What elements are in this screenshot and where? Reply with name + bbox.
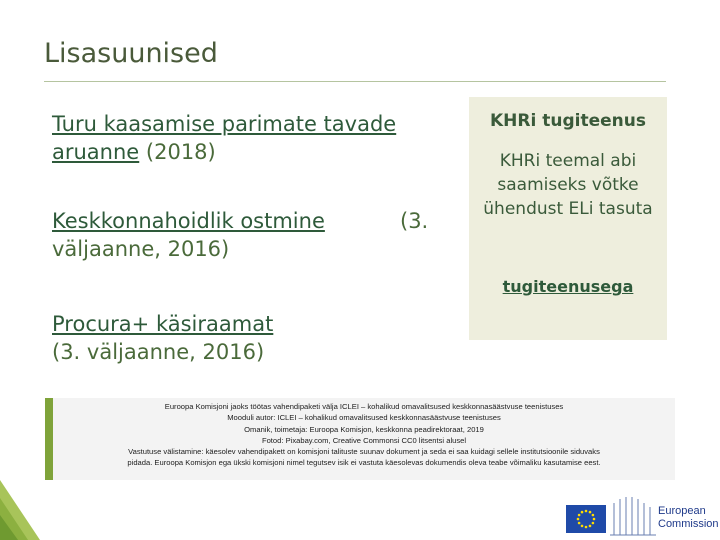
buying-green-link[interactable]: Keskkonnahoidlik ostmine	[52, 209, 325, 233]
ec-logo-text	[658, 505, 719, 531]
helpdesk-link[interactable]: tugiteenusega	[502, 277, 634, 296]
disclaimer-line: Euroopa Komisjoni jaoks töötas vahendipaketi välja ICLEI – kohalikud omavalitsused keskkonnasäästvuse teenistuses	[164, 402, 564, 411]
procura-edition: (3. väljaanne, 2016)	[52, 340, 265, 364]
buying-green-edition: väljaanne, 2016)	[52, 237, 230, 261]
disclaimer-line: Mooduli autor: ICLEI – kohalikud omavalitsused keskkonnasäästvuse teenistuses	[227, 413, 501, 423]
disclaimer-line: pidada. Euroopa Komisjon ega ükski komisjoni nimel tegutsev isik ei vastuta käesolevas dokumendis oleva teabe võimaliku kasutamise eest.	[127, 458, 601, 468]
corner-decoration	[0, 470, 60, 540]
european-commission-logo	[566, 495, 719, 537]
ec-logo-line1: European	[658, 505, 706, 517]
resource-item-market-engagement	[52, 110, 442, 166]
slide-title: Lisasuunised	[44, 38, 218, 69]
disclaimer-panel	[45, 398, 675, 480]
eu-flag-icon	[566, 505, 606, 533]
procura-manual-link[interactable]: Procura+ käsiraamat	[52, 312, 274, 336]
title-divider	[44, 81, 666, 82]
disclaimer-line: Fotod: Pixabay.com, Creative Commonsi CC0 litsentsi alusel	[261, 435, 467, 445]
market-engagement-year: (2018)	[139, 140, 216, 164]
resource-item-procura	[52, 310, 352, 366]
ec-logo-line2: Commission	[658, 518, 719, 530]
buying-green-edition-prefix: (3.	[400, 209, 429, 233]
disclaimer-line: Omanik, toimetaja: Euroopa Komisjon, keskkonna peadirektoraat, 2019	[244, 424, 484, 434]
disclaimer-line: Vastutuse välistamine: käesolev vahendipakett on komisjoni talituste suunav dokument ja seda ei saa kuidagi sellele institutsioonile siduvaks	[128, 447, 600, 457]
khr-helpdesk-box	[469, 97, 667, 340]
market-engagement-report-link[interactable]: Turu kaasamise parimate tavade aruanne	[52, 112, 397, 164]
khr-helpdesk-title: KHRi tugiteenus	[490, 111, 646, 131]
khr-helpdesk-body: KHRi teemal abi saamiseks võtke ühendust ELi tasuta	[483, 151, 653, 219]
berlaymont-building-icon	[608, 495, 658, 537]
resource-item-buying-green	[52, 207, 352, 263]
